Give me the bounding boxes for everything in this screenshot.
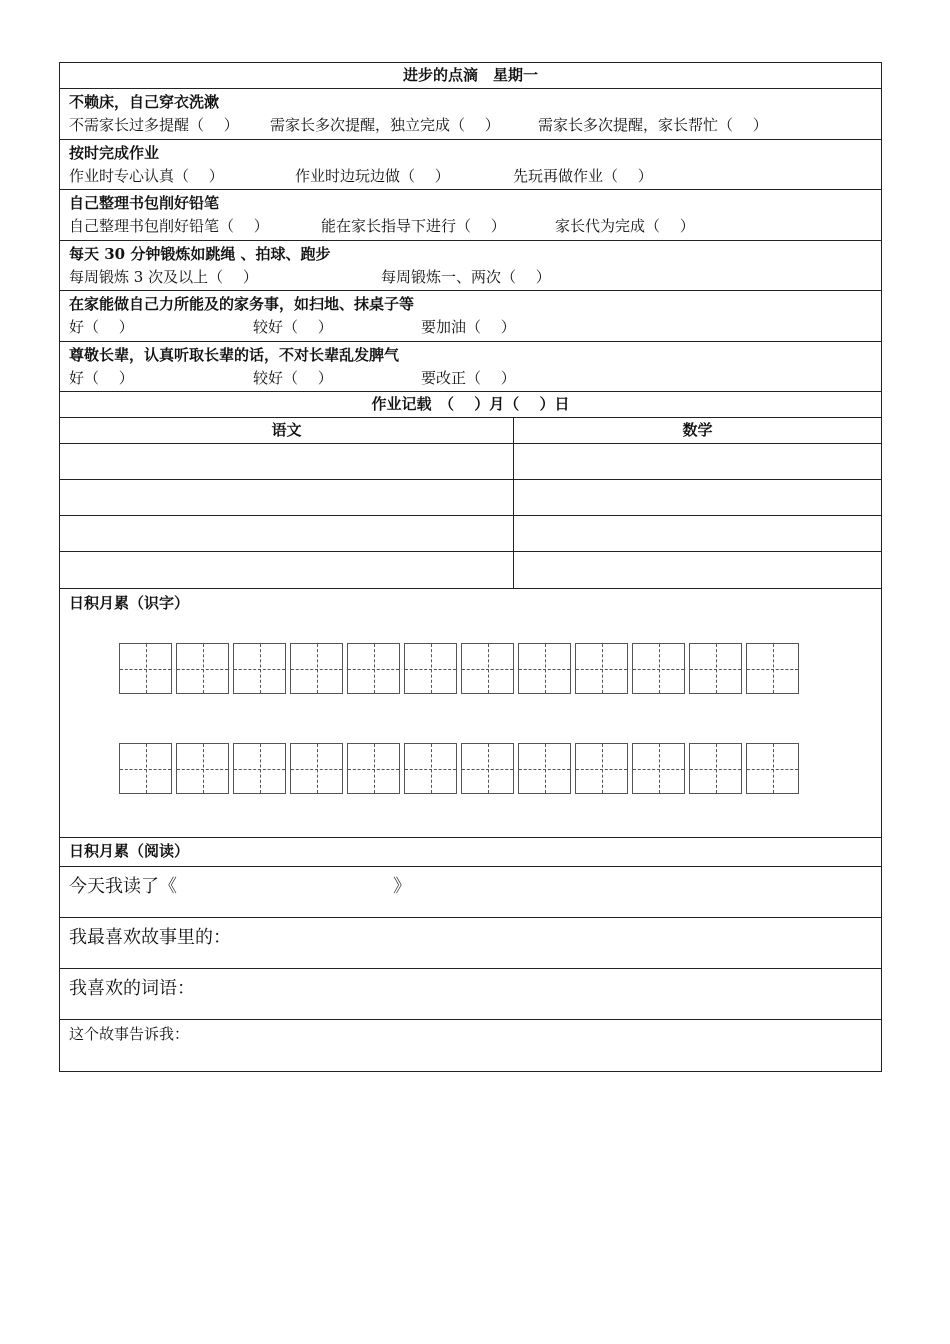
tianzige-box[interactable] [119,643,172,694]
habit-option: 每周锻炼一、两次（ ） [381,267,551,286]
tianzige-box[interactable] [404,643,457,694]
habit-housework [60,291,881,342]
reading-line-lesson[interactable]: 这个故事告诉我： [69,1025,190,1043]
tianzige-box[interactable] [461,643,514,694]
habit-option: 较好（ ） [253,368,333,387]
habit-respect [60,342,881,393]
tianzige-box[interactable] [632,643,685,694]
habit-option: 自己整理书包削好铅笔（ ） [69,217,269,235]
homework-table [60,418,881,589]
tianzige-box[interactable] [347,643,400,694]
homework-cell-math[interactable] [514,516,881,552]
reading-heading: 日积月累（阅读） [69,842,190,860]
habit-option: 能在家长指导下进行（ ） [321,217,506,235]
habit-heading: 自己整理书包削好铅笔 [69,194,220,212]
tianzige-box[interactable] [575,643,628,694]
habit-schoolbag [60,190,881,241]
tianzige-box[interactable] [119,743,172,794]
worksheet-title: 进步的点滴 星期一 [60,63,881,89]
habit-heading: 按时完成作业 [69,143,160,162]
tianzige-box[interactable] [233,743,286,794]
tianzige-box[interactable] [290,743,343,794]
tianzige-box[interactable] [176,643,229,694]
habit-option: 先玩再做作业（ ） [513,166,653,185]
tianzige-box[interactable] [176,743,229,794]
habit-option: 好（ ） [69,318,134,336]
habit-heading: 不赖床，自己穿衣洗漱 [69,93,220,111]
habit-option: 每周锻炼 3 次及以上（ ） [69,267,258,286]
habit-option: 不需家长过多提醒（ ） [69,116,239,134]
reading-section-header [60,838,881,867]
habit-option: 要加油（ ） [421,318,516,336]
tianzige-row [119,743,799,794]
character-practice-heading: 日积月累（识字） [69,594,190,612]
tianzige-box[interactable] [518,743,571,794]
tianzige-box[interactable] [518,643,571,694]
habit-getting-up [60,89,881,140]
tianzige-box[interactable] [233,643,286,694]
worksheet [59,62,882,1072]
tianzige-row [119,643,799,694]
homework-cell-math[interactable] [514,480,881,516]
column-header-math: 数学 [514,418,881,444]
habit-option: 好（ ） [69,368,134,387]
homework-title: 作业记载 （ ）月（ ）日 [60,392,881,418]
habit-option: 较好（ ） [253,318,333,336]
homework-cell-chinese[interactable] [60,516,514,552]
habit-option: 需家长多次提醒，家长帮忙（ ） [538,116,768,134]
habit-heading: 尊敬长辈，认真听取长辈的话，不对长辈乱发脾气 [69,345,400,364]
habit-heading: 每天 30 分钟锻炼如跳绳 、拍球、跑步 [69,244,331,263]
tianzige-box[interactable] [404,743,457,794]
tianzige-box[interactable] [461,743,514,794]
habit-option: 作业时边玩边做（ ） [295,166,450,185]
homework-cell-chinese[interactable] [60,444,514,480]
tianzige-box[interactable] [575,743,628,794]
reading-line-favorite[interactable]: 我最喜欢故事里的： [60,918,881,969]
tianzige-box[interactable] [689,743,742,794]
habit-option: 需家长多次提醒，独立完成（ ） [270,116,500,134]
habit-heading: 在家能做自己力所能及的家务事，如扫地、抹桌子等 [69,295,415,313]
homework-cell-math[interactable] [514,444,881,480]
tianzige-box[interactable] [746,643,799,694]
tianzige-box[interactable] [347,743,400,794]
tianzige-box[interactable] [290,643,343,694]
reading-line-book[interactable]: 今天我读了《 》 [60,867,881,918]
homework-cell-chinese[interactable] [60,552,514,588]
homework-cell-chinese[interactable] [60,480,514,516]
habit-option: 家长代为完成（ ） [555,217,695,235]
homework-cell-math[interactable] [514,552,881,588]
tianzige-box[interactable] [632,743,685,794]
habit-option: 作业时专心认真（ ） [69,166,224,185]
habit-option: 要改正（ ） [421,368,516,387]
character-practice-section [60,589,881,838]
habit-homework [60,140,881,191]
tianzige-box[interactable] [746,743,799,794]
column-header-chinese: 语文 [60,418,514,444]
reading-line-words[interactable]: 我喜欢的词语： [60,969,881,1020]
habit-exercise [60,241,881,292]
tianzige-box[interactable] [689,643,742,694]
